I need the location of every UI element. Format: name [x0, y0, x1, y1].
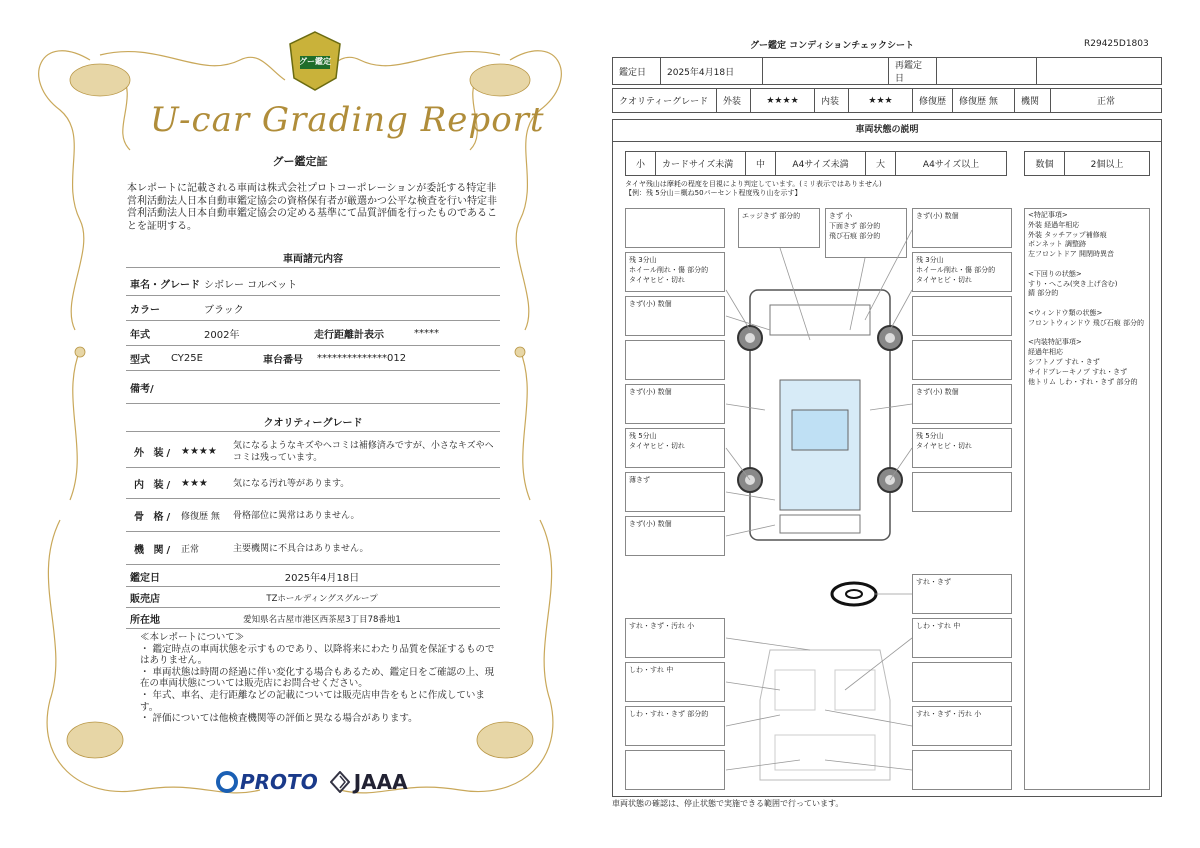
grade-row-interior: [126, 469, 500, 499]
sheet-footer: 車両状態の確認は、停止状態で実施できる範囲で行っています。: [612, 799, 844, 808]
dealer-value: TZホールディングスグループ: [266, 593, 378, 604]
note-box-left-7: きず(小) 数個: [625, 516, 725, 556]
report-notes: [140, 632, 495, 725]
sheet-id: R29425D1803: [1084, 39, 1149, 49]
note-box-right-front-tire: 残 3分山 ホイール削れ・傷 部分的 タイヤヒビ・切れ: [912, 252, 1012, 292]
exterior-stars: ★★★★: [751, 89, 815, 113]
date-row: [126, 567, 500, 587]
engine-text: 主要機関に不具合はありません。: [233, 543, 369, 554]
address-label: 所在地: [130, 615, 160, 626]
certificate-title: グー鑑定証: [272, 155, 328, 168]
note-box-left-2: きず(小) 数個: [625, 296, 725, 336]
dealer-label: 販売店: [130, 594, 160, 605]
note-box-right-rear-tire: 残 5分山 タイヤヒビ・切れ: [912, 428, 1012, 468]
goo-appraisal-badge: [286, 30, 344, 94]
note-box-left-front-tire: 残 3分山 ホイール削れ・傷 部分的 タイヤヒビ・切れ: [625, 252, 725, 292]
address-value: 愛知県名古屋市港区西茶屋3丁目78番地1: [243, 614, 401, 625]
type-value: CY25E: [171, 353, 203, 364]
note-box-steering: すれ・きず: [912, 574, 1012, 614]
size-large: 大: [866, 152, 896, 176]
note-box-right-4: きず(小) 数個: [912, 384, 1012, 424]
reappraisal-label: 再鑑定日: [889, 58, 937, 85]
note-box-interior-2: しわ・すれ 中: [912, 618, 1012, 658]
proto-mark-icon: [216, 771, 238, 793]
explain-title: 車両状態の説明: [612, 122, 1162, 142]
grade-row-exterior: [126, 436, 500, 468]
engine-label: 機関: [1015, 89, 1051, 113]
interior-stars: ★★★: [849, 89, 913, 113]
divider: [126, 267, 500, 268]
remarks-label: 備考/: [130, 384, 154, 395]
note-item: ・ 車両状態は時間の経過に伴い変化する場合もあるため、鑑定日をご確認の上、現在の車両状態については販売店にお問合せください。: [140, 666, 495, 690]
logo-area: [216, 770, 408, 794]
color-value: ブラック: [204, 305, 244, 316]
mileage-value: *****: [414, 328, 439, 339]
sheet-title: グー鑑定 コンディションチェックシート: [750, 41, 914, 51]
note-item: ・ 評価については他検査機関等の評価と異なる場合があります。: [140, 713, 418, 725]
spec-row-year: [126, 322, 500, 346]
note-box-interior-3: しわ・すれ 中: [625, 662, 725, 702]
engine-label: 機 関/: [134, 545, 174, 556]
badge-text: グー鑑定: [299, 57, 331, 66]
repair-label: 修復歴: [913, 89, 953, 113]
spec-row-type: [126, 347, 500, 371]
color-label: カラー: [130, 305, 160, 316]
grade-row-engine: [126, 533, 500, 565]
divider: [126, 431, 500, 432]
date-value: 2025年4月18日: [284, 573, 360, 584]
frame-text: 骨格部位に異常はありません。: [233, 510, 360, 521]
size-small-desc: カードサイズ未満: [656, 152, 746, 176]
year-value: 2002年: [204, 330, 240, 341]
exterior-label: 外 装/: [134, 448, 174, 459]
frame-value: 修復歴 無: [181, 512, 220, 522]
proto-logo: PROTO: [216, 770, 318, 794]
size-large-desc: A4サイズ以上: [896, 152, 1007, 176]
engine-value: 正常: [181, 545, 200, 555]
note-box-front-right: きず(小) 数個: [912, 208, 1012, 248]
quality-title: クオリティーグレード: [263, 418, 363, 429]
special-notes-panel: <特記事項> 外装 経過年相応 外装 タッチアップ補修痕 ボンネット 調整跡 左フロントドア 開閉時異音 <下回りの状態> すり・へこみ(突き上げ含む) 錆 部分的 <ウィンドウ類の状態> フロントウィンドウ 飛び石痕 部分的 <内装特記事項> 経過年相応 シフトノブ すれ・きず サイドブレーキノブ すれ・きず 他トリム しわ・すれ・きず 部分的: [1024, 208, 1150, 790]
note-item: ・ 鑑定時点の車両状態を示すものであり、以降将来にわたり品質を保証するものではありません。: [140, 643, 495, 667]
interior-stars: ★★★: [181, 478, 208, 489]
repair-value: 修復歴 無: [953, 89, 1015, 113]
notes-title: ≪本レポートについて≫: [140, 632, 245, 643]
note-item: ・ 年式、車名、走行距離などの記載については販売店申告をもとに作成しています。: [140, 689, 485, 713]
chassis-label: 車台番号: [263, 355, 303, 366]
appraisal-date-label: 鑑定日: [613, 58, 661, 85]
count-label: 数個: [1025, 152, 1065, 176]
appraisal-date-value: 2025年4月18日: [661, 58, 763, 85]
note-box-edge-scratch: エッジきず 部分的: [738, 208, 820, 248]
condition-check-sheet: [600, 0, 1200, 848]
note-box-interior-5: しわ・すれ・きず 部分的: [625, 706, 725, 746]
frame-label: 骨 格/: [134, 512, 174, 523]
mileage-label: 走行距離計表示: [314, 330, 384, 341]
year-label: 年式: [130, 330, 150, 341]
model-value: シボレー コルベット: [204, 280, 298, 291]
jaaa-logo: JAAA: [330, 770, 408, 794]
date-label: 鑑定日: [130, 573, 160, 584]
type-label: 型式: [130, 355, 150, 366]
spec-row-color: [126, 297, 500, 321]
report-script-title: U-car Grading Report: [150, 100, 545, 140]
size-mid: 中: [746, 152, 776, 176]
interior-label: 内 装/: [134, 480, 174, 491]
count-desc: 2個以上: [1065, 152, 1150, 176]
interior-text: 気になる汚れ等があります。: [233, 478, 350, 489]
quality-grade-label: クオリティーグレード: [613, 89, 717, 113]
note-box-interior-6: すれ・きず・汚れ 小: [912, 706, 1012, 746]
tire-note-line: タイヤ残山は摩耗の程度を目視により判定しています。(ミリ表示ではありません): [625, 180, 882, 188]
note-box-left-6: 薄きず: [625, 472, 725, 512]
note-box-left-4: きず(小) 数個: [625, 384, 725, 424]
exterior-label: 外装: [717, 89, 751, 113]
size-mid-desc: A4サイズ未満: [776, 152, 866, 176]
address-row: [126, 609, 500, 629]
note-box-left-rear-tire: 残 5分山 タイヤヒビ・切れ: [625, 428, 725, 468]
jaaa-mark-icon: [330, 771, 350, 793]
note-box-interior-1: すれ・きず・汚れ 小: [625, 618, 725, 658]
tire-note-example: 【例：残 5分山＝概ね50パーセント程度残り山を示す】: [625, 189, 802, 197]
dealer-row: [126, 588, 500, 608]
exterior-stars: ★★★★: [181, 446, 217, 457]
model-label: 車名・グレード: [130, 280, 200, 291]
chassis-value: **************012: [317, 353, 407, 364]
grade-row-frame: [126, 500, 500, 532]
specs-title: 車両諸元内容: [283, 254, 343, 265]
interior-label: 内装: [815, 89, 849, 113]
size-small: 小: [626, 152, 656, 176]
note-box-underbody: きず 小 下面きず 部分的 飛び石痕 部分的: [825, 208, 907, 258]
exterior-text: 気になるようなキズやヘコミは補修済みですが、小さなキズやヘコミは残っています。: [233, 440, 494, 463]
spec-row-model: [126, 272, 500, 296]
spec-row-remarks: [126, 372, 500, 404]
engine-value: 正常: [1051, 89, 1162, 113]
certificate-body: 本レポートに記載される車両は株式会社プロトコーポレーションが委託する特定非営利活動法人日本自動車鑑定協会の資格保有者が厳選かつ公平な検査を行い特定非営利活動法人日本自動車鑑定協会の定める基準にて品質評価を行ったものであることを証明する。: [127, 183, 497, 232]
